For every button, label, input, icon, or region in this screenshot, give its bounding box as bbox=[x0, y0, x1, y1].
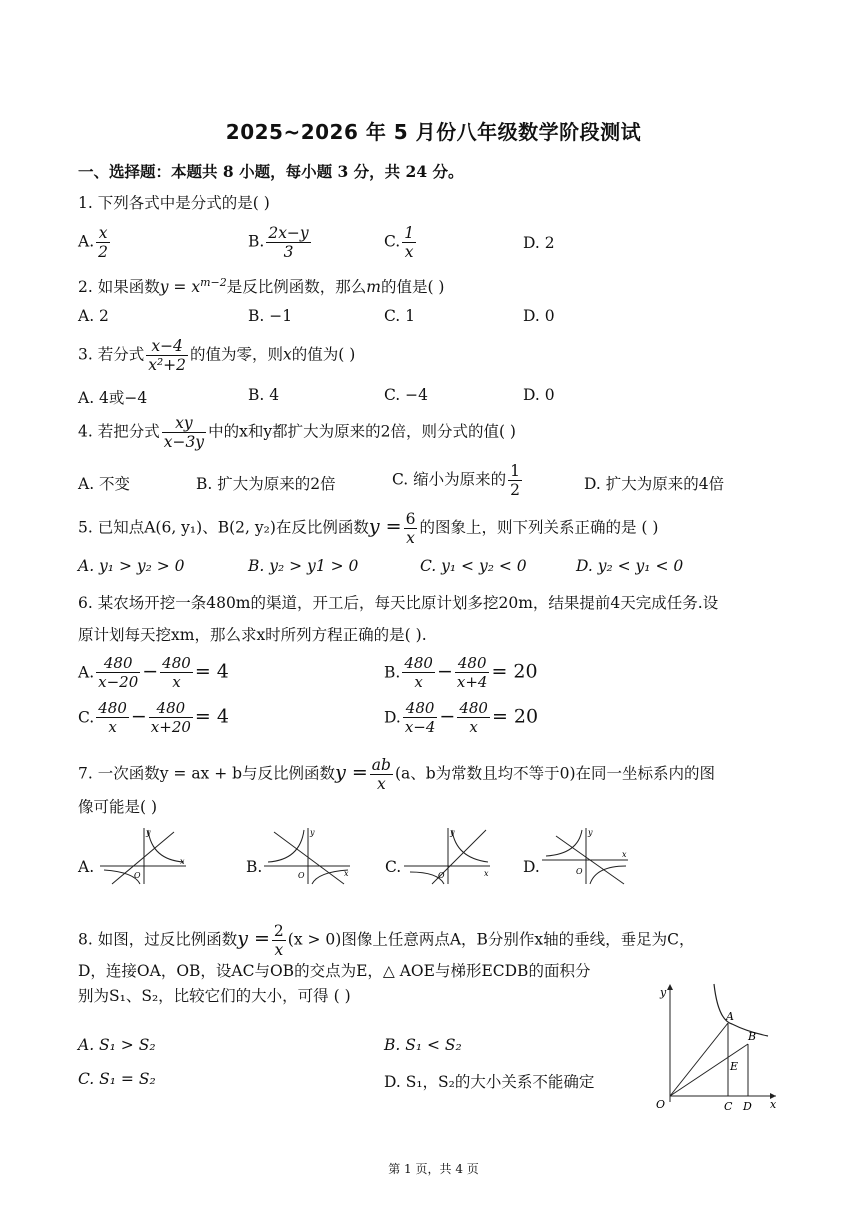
hyperbola-curve bbox=[714, 984, 768, 1036]
page-footer: 第 1 页，共 4 页 bbox=[388, 1162, 479, 1176]
question-5-stem: 5. 已知点A(6, y₁)、B(2, y₂)在反比例函数y = $\frac{6}{x}$ 的图象上，则下列关系正确的是 ( ) bbox=[78, 510, 659, 547]
option-a: A. 2 bbox=[78, 307, 109, 325]
question-8-stem: 8. 如图，过反比例函数y = $\frac{2}{x}$ (x > 0)图像上任意两点A，B分别作x轴的垂线，垂足为C， bbox=[78, 922, 695, 959]
option-c: C. 缩小为原来的 $\frac{1}{2}$ bbox=[392, 462, 521, 499]
option-b: B. 扩大为原来的2倍 bbox=[196, 475, 336, 493]
origin-label: O bbox=[134, 871, 141, 880]
option-c: C. y₁ < y₂ < 0 bbox=[420, 557, 527, 575]
origin-label: O bbox=[576, 867, 583, 876]
option-b: B. $\frac{480}{x}$ − $\frac{480}{x+4}$ = 20 bbox=[384, 654, 538, 691]
point-a-label: A bbox=[726, 1010, 734, 1023]
question-6-line-1: 6. 某农场开挖一条480m的渠道，开工后，每天比原计划多挖20m，结果提前4天完成任务.设 bbox=[78, 594, 719, 612]
x-label: x bbox=[484, 869, 489, 878]
question-2-options bbox=[78, 307, 827, 329]
question-1-options bbox=[78, 224, 827, 264]
option-c: C. S₁ = S₂ bbox=[78, 1070, 156, 1088]
graph-option-a bbox=[98, 826, 190, 886]
question-4-options bbox=[78, 462, 827, 504]
origin-label: O bbox=[298, 871, 305, 880]
hyperbola-branch bbox=[148, 830, 184, 862]
option-a: A. y₁ > y₂ > 0 bbox=[78, 557, 185, 575]
option-d: D. $\frac{480}{x-4}$ − $\frac{480}{x}$ = 20 bbox=[384, 699, 539, 736]
option-a: A. S₁ > S₂ bbox=[78, 1036, 156, 1054]
point-e-label: E bbox=[730, 1060, 739, 1073]
y-axis-arrow bbox=[667, 984, 673, 990]
option-c: C. 1 bbox=[384, 307, 416, 325]
option-c: C. $\frac{480}{x}$ − $\frac{480}{x+20}$ = 4 bbox=[78, 699, 229, 736]
option-c: C. $\frac{1}{x}$ bbox=[384, 224, 415, 261]
option-a: A. $\frac{x}{2}$ bbox=[78, 224, 108, 261]
question-7-stem: 7. 一次函数y = ax + b与反比例函数y = $\frac{ab}{x}$ (a、b为常数且均不等于0)在同一坐标系内的图 bbox=[78, 756, 716, 793]
option-c: C. −4 bbox=[384, 386, 429, 404]
option-a: A. $\frac{480}{x-20}$ − $\frac{480}{x}$ = 4 bbox=[78, 654, 229, 691]
question-6-line-2: 原计划每天挖xm，那么求x时所列方程正确的是( ). bbox=[78, 626, 427, 644]
option-b: B. 4 bbox=[248, 386, 280, 404]
origin-label: O bbox=[438, 871, 445, 880]
point-c-label: C bbox=[724, 1100, 733, 1113]
question-2-stem: 2. 如果函数$y = x^{m-2}$是反比例函数，那么m的值是( ) bbox=[78, 276, 445, 297]
question-6-options bbox=[78, 654, 827, 744]
option-b: B. S₁ < S₂ bbox=[384, 1036, 462, 1054]
graph-option-c bbox=[402, 826, 494, 886]
x-label: x bbox=[622, 850, 627, 859]
option-d: D. 0 bbox=[523, 307, 555, 325]
question-1-stem: 1. 下列各式中是分式的是( ) bbox=[78, 194, 270, 212]
y-label: y bbox=[660, 986, 667, 999]
hyperbola-branch bbox=[268, 830, 304, 862]
option-a-label: A. bbox=[78, 858, 95, 876]
option-b: B. −1 bbox=[248, 307, 293, 325]
option-a: A. 不变 bbox=[78, 475, 131, 493]
option-b: B. $\frac{2x-y}{3}$ bbox=[248, 224, 309, 261]
hyperbola-branch bbox=[312, 870, 348, 884]
question-8-line-2: D，连接OA，OB，设AC与OB的交点为E，△ AOE与梯形ECDB的面积分 bbox=[78, 962, 591, 980]
graph-option-d bbox=[540, 826, 632, 886]
x-label: x bbox=[180, 857, 185, 866]
graph-option-b bbox=[262, 826, 354, 886]
option-d: D. S₁，S₂的大小关系不能确定 bbox=[384, 1073, 595, 1091]
option-d: D. 扩大为原来的4倍 bbox=[584, 475, 725, 493]
page-title: 2025~2026 年 5 月份八年级数学阶段测试 bbox=[225, 120, 642, 144]
question-3-options bbox=[78, 386, 827, 408]
question-8-figure bbox=[650, 980, 780, 1115]
option-d: D. 2 bbox=[523, 234, 555, 252]
option-a: A. 4或−4 bbox=[78, 389, 148, 407]
line-graph bbox=[112, 832, 174, 884]
hyperbola-branch bbox=[546, 830, 582, 856]
question-8-line-3: 别为S₁、S₂，比较它们的大小，可得 ( ) bbox=[78, 987, 351, 1005]
option-c-label: C. bbox=[385, 858, 402, 876]
option-d-label: D. bbox=[523, 858, 540, 876]
segment-oa bbox=[670, 1023, 728, 1096]
y-label: y bbox=[310, 828, 315, 837]
y-label: y bbox=[588, 828, 593, 837]
x-label: x bbox=[344, 869, 349, 878]
option-b-label: B. bbox=[246, 858, 263, 876]
origin-label: O bbox=[656, 1098, 666, 1111]
point-d-label: D bbox=[743, 1100, 752, 1113]
question-5-options bbox=[78, 557, 827, 579]
section-heading: 一、选择题：本题共 8 小题，每小题 3 分，共 24 分。 bbox=[78, 162, 464, 181]
option-d: D. y₂ < y₁ < 0 bbox=[576, 557, 684, 575]
y-label: y bbox=[450, 828, 455, 837]
question-4-stem: 4. 若把分式 $\frac{xy}{x-3y}$ 中的x和y都扩大为原来的2倍，则分式的值( ) bbox=[78, 414, 516, 451]
question-7-line-2: 像可能是( ) bbox=[78, 798, 158, 816]
x-label: x bbox=[770, 1098, 777, 1111]
option-b: B. y₂ > y1 > 0 bbox=[248, 557, 359, 575]
question-3-stem: 3. 若分式 $\frac{x-4}{\text{x²+2}}$ 的值为零，则x的值为( ) bbox=[78, 337, 356, 374]
y-label: y bbox=[146, 828, 151, 837]
option-d: D. 0 bbox=[523, 386, 555, 404]
point-b-label: B bbox=[748, 1030, 757, 1043]
